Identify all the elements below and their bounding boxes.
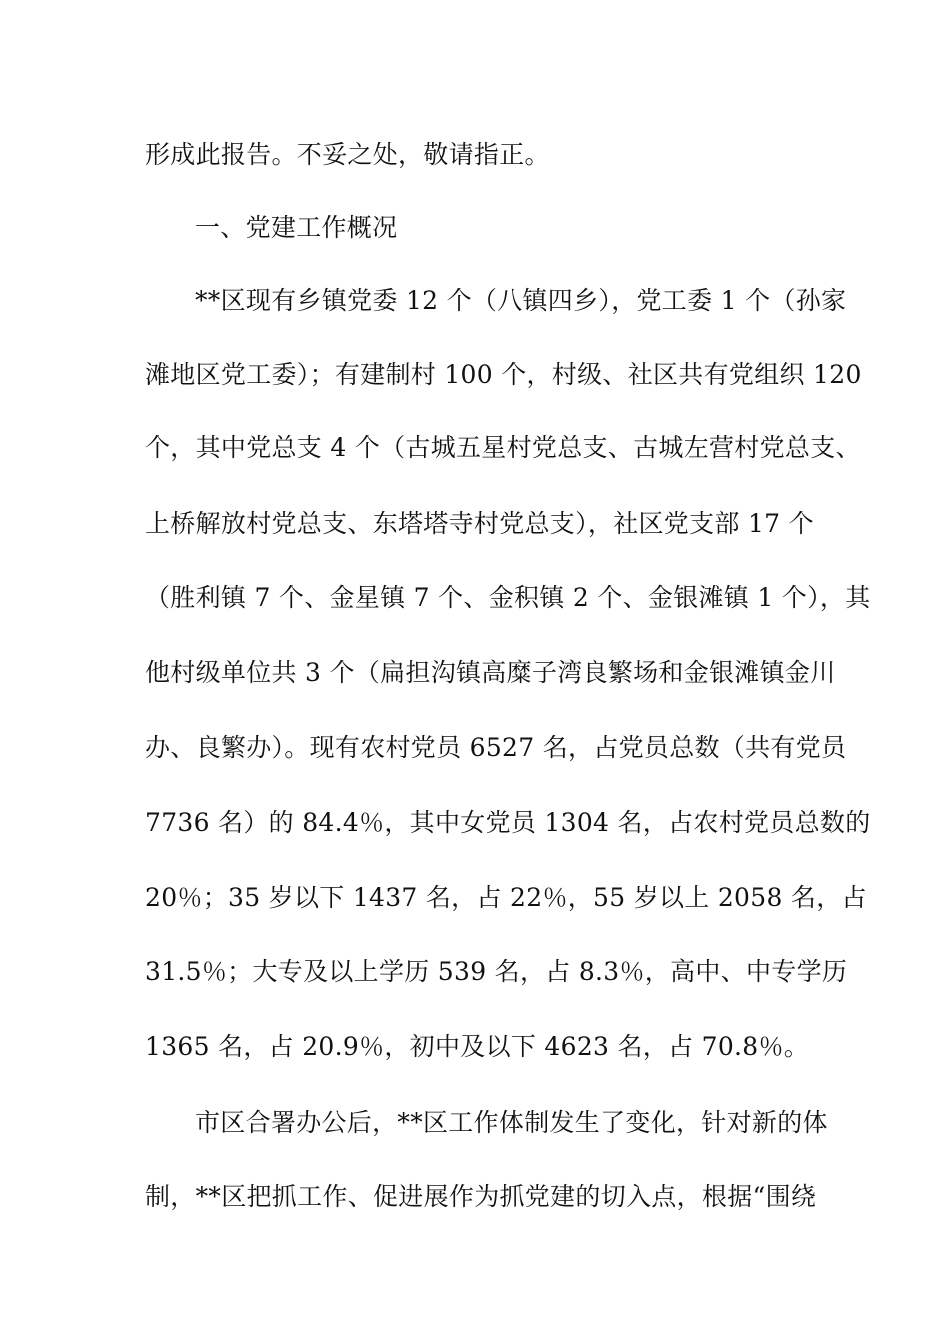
- paragraph-line: 办、良繁办）。现有农村党员 6527 名，占党员总数（共有党员: [145, 733, 847, 762]
- paragraph-line: 滩地区党工委）；有建制村 100 个，村级、社区共有党组织 120: [145, 360, 862, 389]
- paragraph-line: 上桥解放村党总支、东塔塔寺村党总支），社区党支部 17 个: [145, 509, 814, 538]
- section-heading: 一、党建工作概况: [195, 213, 398, 242]
- paragraph-line: 市区合署办公后，**区工作体制发生了变化，针对新的体: [195, 1108, 828, 1137]
- paragraph-line: 1365 名，占 20.9％，初中及以下 4623 名，占 70.8％。: [145, 1032, 810, 1061]
- paragraph-line: 他村级单位共 3 个（扁担沟镇高糜子湾良繁场和金银滩镇金川: [145, 658, 836, 687]
- paragraph-line: 形成此报告。不妥之处，敬请指正。: [145, 140, 550, 169]
- paragraph-line: （胜利镇 7 个、金星镇 7 个、金积镇 2 个、金银滩镇 1 个），其: [145, 583, 871, 612]
- paragraph-line: 20％；35 岁以下 1437 名，占 22％，55 岁以上 2058 名，占: [145, 883, 867, 912]
- paragraph-line: 7736 名）的 84.4％，其中女党员 1304 名，占农村党员总数的: [145, 808, 871, 837]
- paragraph-line: **区现有乡镇党委 12 个（八镇四乡），党工委 1 个（孙家: [195, 286, 847, 315]
- paragraph-line: 个，其中党总支 4 个（古城五星村党总支、古城左营村党总支、: [145, 433, 861, 462]
- paragraph-line: 31.5％；大专及以上学历 539 名，占 8.3％，高中、中专学历: [145, 957, 848, 986]
- paragraph-line: 制，**区把抓工作、促进展作为抓党建的切入点，根据“围绕: [145, 1182, 817, 1211]
